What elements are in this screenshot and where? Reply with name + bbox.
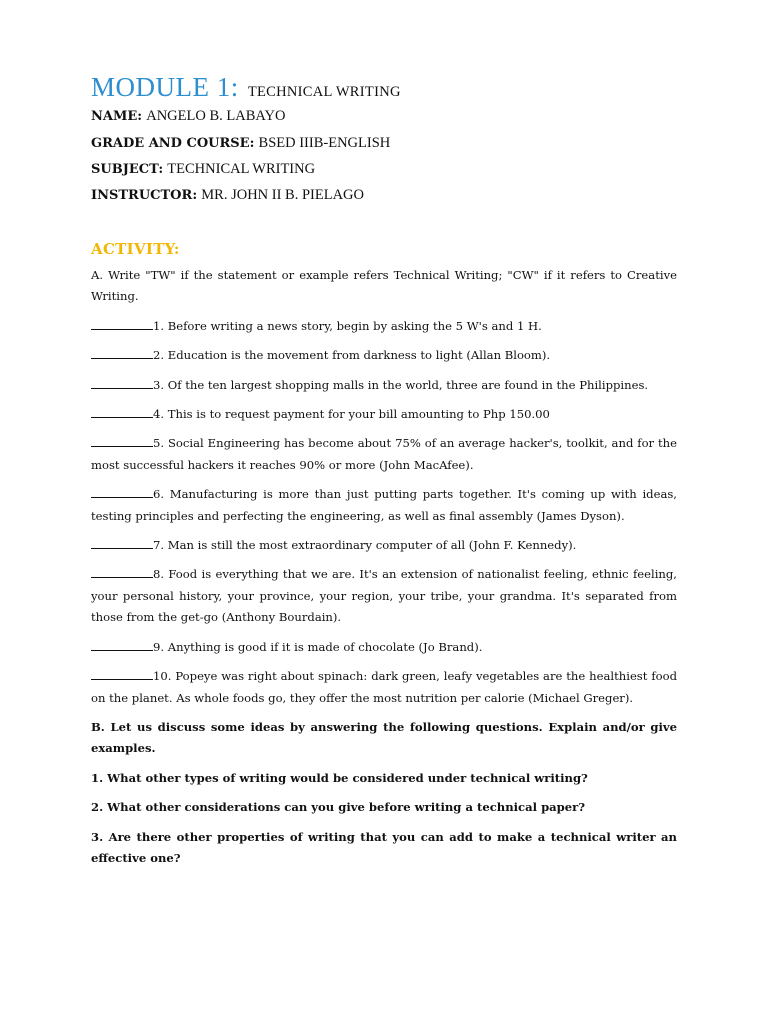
answer-blank[interactable] <box>91 404 153 418</box>
instructor-value: MR. JOHN II B. PIELAGO <box>201 187 364 203</box>
module-title-row <box>91 72 401 103</box>
subject-label: SUBJECT: <box>91 162 164 177</box>
module-title: TECHNICAL WRITING <box>247 84 401 100</box>
list-item: 6. Manufacturing is more than just putting parts together. It's coming up with ideas, testing principles and perfecting the engineering, as well as final assembly (James Dyson). <box>91 484 677 527</box>
answer-blank[interactable] <box>91 433 153 447</box>
subject-value: TECHNICAL WRITING <box>167 161 316 177</box>
question-item: 1. What other types of writing would be considered under technical writing? <box>91 770 588 785</box>
question-item: 3. Are there other properties of writing that you can add to make a technical writer an effective one? <box>91 829 677 865</box>
list-item: 2. Education is the movement from darkness to light (Allan Bloom). <box>91 345 677 366</box>
answer-blank[interactable] <box>91 316 153 330</box>
answer-blank[interactable] <box>91 484 153 498</box>
answer-blank[interactable] <box>91 345 153 359</box>
subject-line <box>91 161 315 178</box>
instructor-line <box>91 187 364 204</box>
list-item: 8. Food is everything that we are. It's an extension of nationalist feeling, ethnic feeling, your personal history, your province, your region, your tribe, your grandma. It's separated from those from the get-go (Anthony Bourdain). <box>91 564 677 628</box>
name-label: NAME: <box>91 109 143 124</box>
answer-blank[interactable] <box>91 637 153 651</box>
grade-value: BSED IIIB-ENGLISH <box>258 135 391 151</box>
module-label: MODULE 1: <box>91 72 239 102</box>
activity-heading: ACTIVITY: <box>91 240 180 258</box>
list-item: 9. Anything is good if it is made of chocolate (Jo Brand). <box>91 637 677 658</box>
list-item: 4. This is to request payment for your bill amounting to Php 150.00 <box>91 404 677 425</box>
name-value: ANGELO B. LABAYO <box>146 108 286 124</box>
answer-blank[interactable] <box>91 535 153 549</box>
answer-blank[interactable] <box>91 564 153 578</box>
list-item: 10. Popeye was right about spinach: dark green, leafy vegetables are the healthiest food on the planet. As whole foods go, they offer the most nutrition per calorie (Michael Greger). <box>91 666 677 709</box>
part-b-instructions: B. Let us discuss some ideas by answering the following questions. Explain and/or give examples. <box>91 719 677 756</box>
list-item: 1. Before writing a news story, begin by asking the 5 W's and 1 H. <box>91 316 677 337</box>
list-item: 5. Social Engineering has become about 75% of an average hacker's, toolkit, and for the most successful hackers it reaches 90% or more (John MacAfee). <box>91 433 677 476</box>
grade-label: GRADE AND COURSE: <box>91 136 255 151</box>
list-item: 3. Of the ten largest shopping malls in the world, three are found in the Philippines. <box>91 375 677 396</box>
name-line <box>91 108 285 125</box>
grade-line <box>91 135 390 152</box>
activity-body <box>91 265 677 877</box>
list-item: 7. Man is still the most extraordinary computer of all (John F. Kennedy). <box>91 535 677 556</box>
question-item: 2. What other considerations can you give before writing a technical paper? <box>91 800 586 815</box>
part-a-instructions: A. Write "TW" if the statement or example refers Technical Writing; "CW" if it refers to Creative Writing. <box>91 268 677 304</box>
instructor-label: INSTRUCTOR: <box>91 188 198 203</box>
answer-blank[interactable] <box>91 375 153 389</box>
answer-blank[interactable] <box>91 666 153 680</box>
